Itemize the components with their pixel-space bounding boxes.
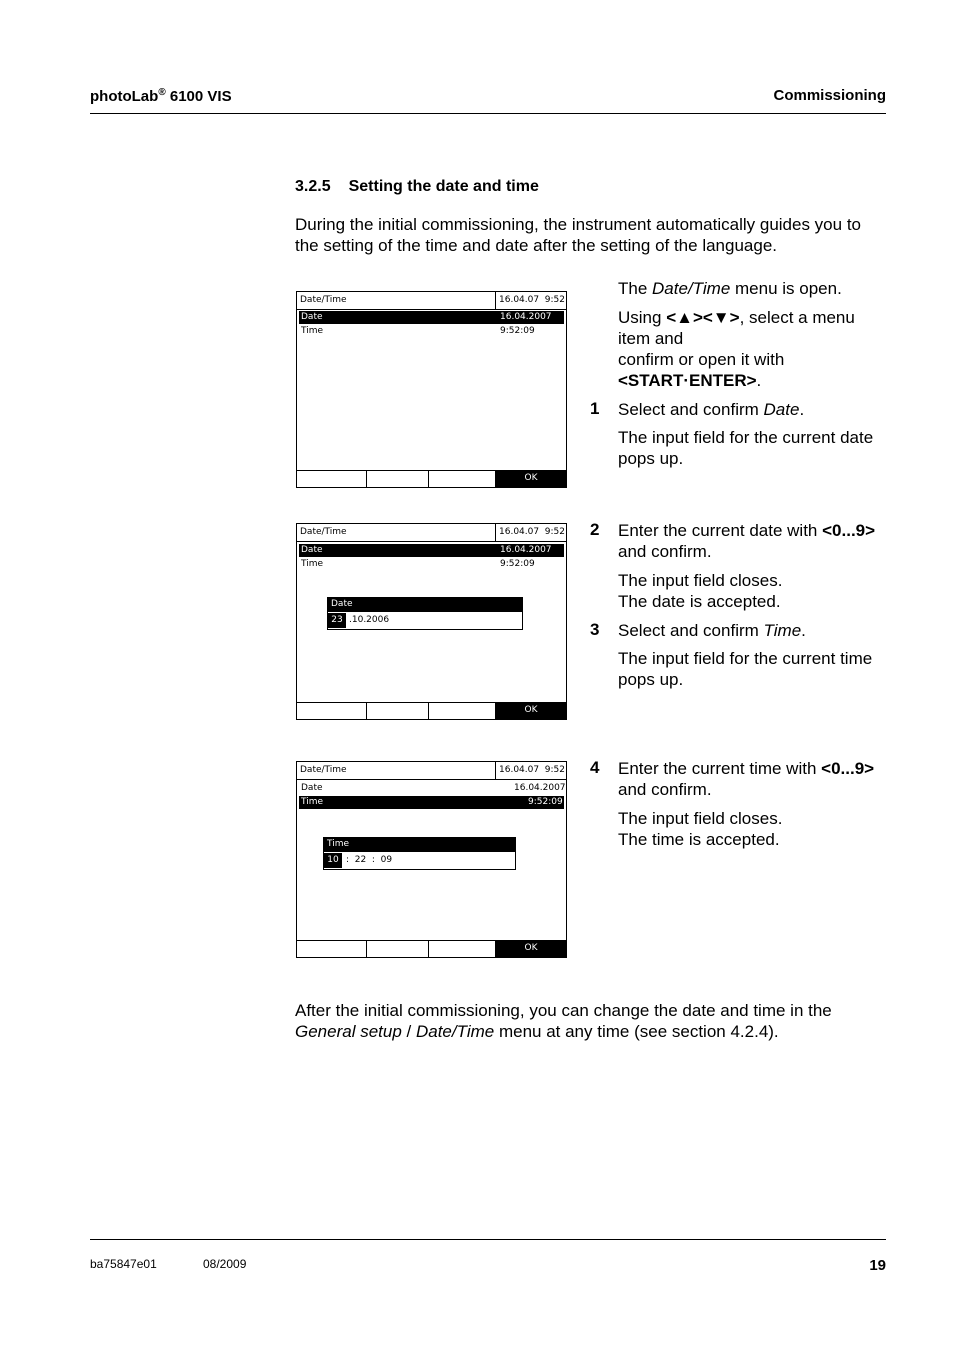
clock-text: 16.04.07 9:52 — [499, 295, 566, 305]
screen-clock — [495, 762, 566, 779]
item-name: Date — [763, 400, 800, 419]
text-run: menu is open. — [730, 279, 842, 298]
text-line: The input field closes. — [618, 571, 783, 590]
text-line: The time is accepted. — [618, 830, 780, 849]
step-number: 3 — [590, 620, 600, 639]
registered-mark: ® — [158, 87, 166, 98]
digit-keys: <0...9> — [821, 759, 875, 778]
softkey-3[interactable] — [429, 471, 496, 487]
ok-softkey[interactable]: OK — [496, 941, 566, 957]
step-3-result — [618, 648, 908, 690]
text-line: The input field for the current time — [618, 649, 873, 668]
softkey-2[interactable] — [367, 703, 429, 719]
menu-item-label: Time — [301, 797, 324, 807]
clock-text: 16.04.07 9:52 — [499, 765, 566, 775]
popup-title-bar — [328, 598, 522, 612]
softkey-1[interactable] — [297, 703, 367, 719]
section-number: 3.2.5 — [295, 178, 331, 195]
document-date: 08/2009 — [203, 1257, 247, 1271]
menu-item-time[interactable] — [299, 796, 564, 809]
document-id: ba75847e01 — [90, 1257, 157, 1271]
start-enter-key: <START·ENTER> — [618, 371, 757, 390]
menu-item-value: 16.04.2007 — [500, 545, 552, 555]
header-rule — [90, 113, 886, 114]
footer-rule — [90, 1239, 886, 1240]
text-line: pops up. — [618, 670, 684, 689]
step-1-text — [618, 399, 908, 420]
text-line: confirm or open it with — [618, 350, 785, 369]
screen-clock — [495, 292, 566, 309]
menu-item-value: 9:52:09 — [500, 326, 535, 336]
softkey-3[interactable] — [429, 941, 496, 957]
page-number: 19 — [869, 1257, 886, 1274]
popup-title: Time — [327, 839, 350, 849]
text-run: Select and confirm — [618, 400, 764, 419]
menu-name: General setup — [295, 1022, 402, 1041]
menu-item-value: 16.04.2007 — [500, 312, 552, 322]
step-3-text — [618, 620, 908, 641]
screen-title: Date/Time — [300, 295, 347, 305]
text-run: Using — [618, 308, 667, 327]
text-line: The input field closes. — [618, 809, 783, 828]
text-run: , select a menu — [739, 308, 855, 327]
product-name: photoLab — [90, 88, 159, 105]
menu-item-date[interactable] — [299, 544, 564, 557]
menu-item-value: 9:52:09 — [500, 559, 535, 569]
softkey-bar — [297, 702, 566, 719]
softkey-3[interactable] — [429, 703, 496, 719]
text-line: and confirm. — [618, 542, 712, 561]
softkey-1[interactable] — [297, 941, 367, 957]
text-line: and confirm. — [618, 780, 712, 799]
outro-paragraph — [295, 1000, 895, 1042]
section-title: Setting the date and time — [348, 178, 539, 195]
text-run: The — [618, 279, 653, 298]
text-run: . — [801, 621, 806, 640]
text-run: Select and confirm — [618, 621, 764, 640]
step-number: 4 — [590, 758, 600, 777]
text-run: Enter the current date with — [618, 521, 823, 540]
intro-line: the setting of the time and date after the setting of the language. — [295, 236, 778, 255]
text-line: The input field for the current date — [618, 428, 874, 447]
softkey-2[interactable] — [367, 941, 429, 957]
popup-title-bar — [324, 838, 515, 852]
time-input-popup — [323, 837, 516, 870]
text-run: menu at any time (see section 4.2.4). — [494, 1022, 779, 1041]
instrument-screen-date-time-menu — [296, 291, 567, 488]
date-remainder: .10.2006 — [349, 615, 390, 625]
step-2-text — [618, 520, 908, 562]
text-run: . — [756, 371, 762, 390]
product-model: 6100 VIS — [165, 88, 232, 105]
text-line: After the initial commissioning, you can change the date and time in the — [295, 1001, 832, 1020]
menu-item-label: Date — [301, 312, 323, 322]
softkey-bar — [297, 940, 566, 957]
text-run: / — [401, 1022, 416, 1041]
screen-title: Date/Time — [300, 765, 347, 775]
text-run: Enter the current time with — [618, 759, 822, 778]
softkey-bar — [297, 470, 566, 487]
menu-item-date[interactable] — [299, 782, 564, 795]
text-line: pops up. — [618, 449, 684, 468]
screen-clock — [495, 524, 566, 541]
step-4-text — [618, 758, 908, 800]
intro-line: During the initial commissioning, the instrument automatically guides you to — [295, 215, 861, 234]
navigation-instruction — [618, 307, 908, 391]
section-heading — [295, 178, 539, 196]
menu-item-value: 16.04.2007 — [514, 783, 566, 793]
date-input-popup — [327, 597, 523, 630]
menu-name: Date/Time — [415, 1022, 495, 1041]
popup-title: Date — [331, 599, 353, 609]
step-2-result — [618, 570, 908, 612]
menu-item-time[interactable] — [299, 558, 564, 571]
day-cursor[interactable]: 23 — [328, 613, 346, 628]
text-line: item and — [618, 329, 684, 348]
ok-softkey[interactable]: OK — [496, 471, 566, 487]
menu-item-label: Date — [301, 783, 323, 793]
time-remainder: : 22 : 09 — [346, 855, 393, 865]
menu-name: Date/Time — [652, 279, 731, 298]
running-header-section: Commissioning — [773, 87, 886, 104]
digit-keys: <0...9> — [822, 521, 876, 540]
intro-paragraph — [295, 214, 895, 256]
step-number: 2 — [590, 520, 600, 539]
menu-open-text — [618, 278, 908, 299]
step-4-result — [618, 808, 908, 850]
menu-item-time[interactable] — [299, 325, 564, 338]
arrow-keys: <▲><▼> — [666, 308, 740, 327]
softkey-2[interactable] — [367, 471, 429, 487]
running-header-product — [90, 87, 232, 105]
step-1-result — [618, 427, 908, 469]
menu-item-label: Date — [301, 545, 323, 555]
softkey-1[interactable] — [297, 471, 367, 487]
screen-title: Date/Time — [300, 527, 347, 537]
text-line: The date is accepted. — [618, 592, 781, 611]
instrument-screen-time-input — [296, 761, 567, 958]
hour-cursor[interactable]: 10 — [324, 853, 342, 868]
clock-text: 16.04.07 9:52 — [499, 527, 566, 537]
menu-item-value: 9:52:09 — [528, 797, 563, 807]
time-input-field[interactable] — [324, 853, 515, 868]
date-input-field[interactable] — [328, 613, 522, 628]
instrument-screen-date-input — [296, 523, 567, 720]
menu-item-label: Time — [301, 326, 324, 336]
text-run: . — [799, 400, 805, 419]
item-name: Time — [763, 621, 802, 640]
step-number: 1 — [590, 399, 600, 418]
menu-item-label: Time — [301, 559, 324, 569]
menu-item-date[interactable] — [299, 311, 564, 324]
ok-softkey[interactable]: OK — [496, 703, 566, 719]
